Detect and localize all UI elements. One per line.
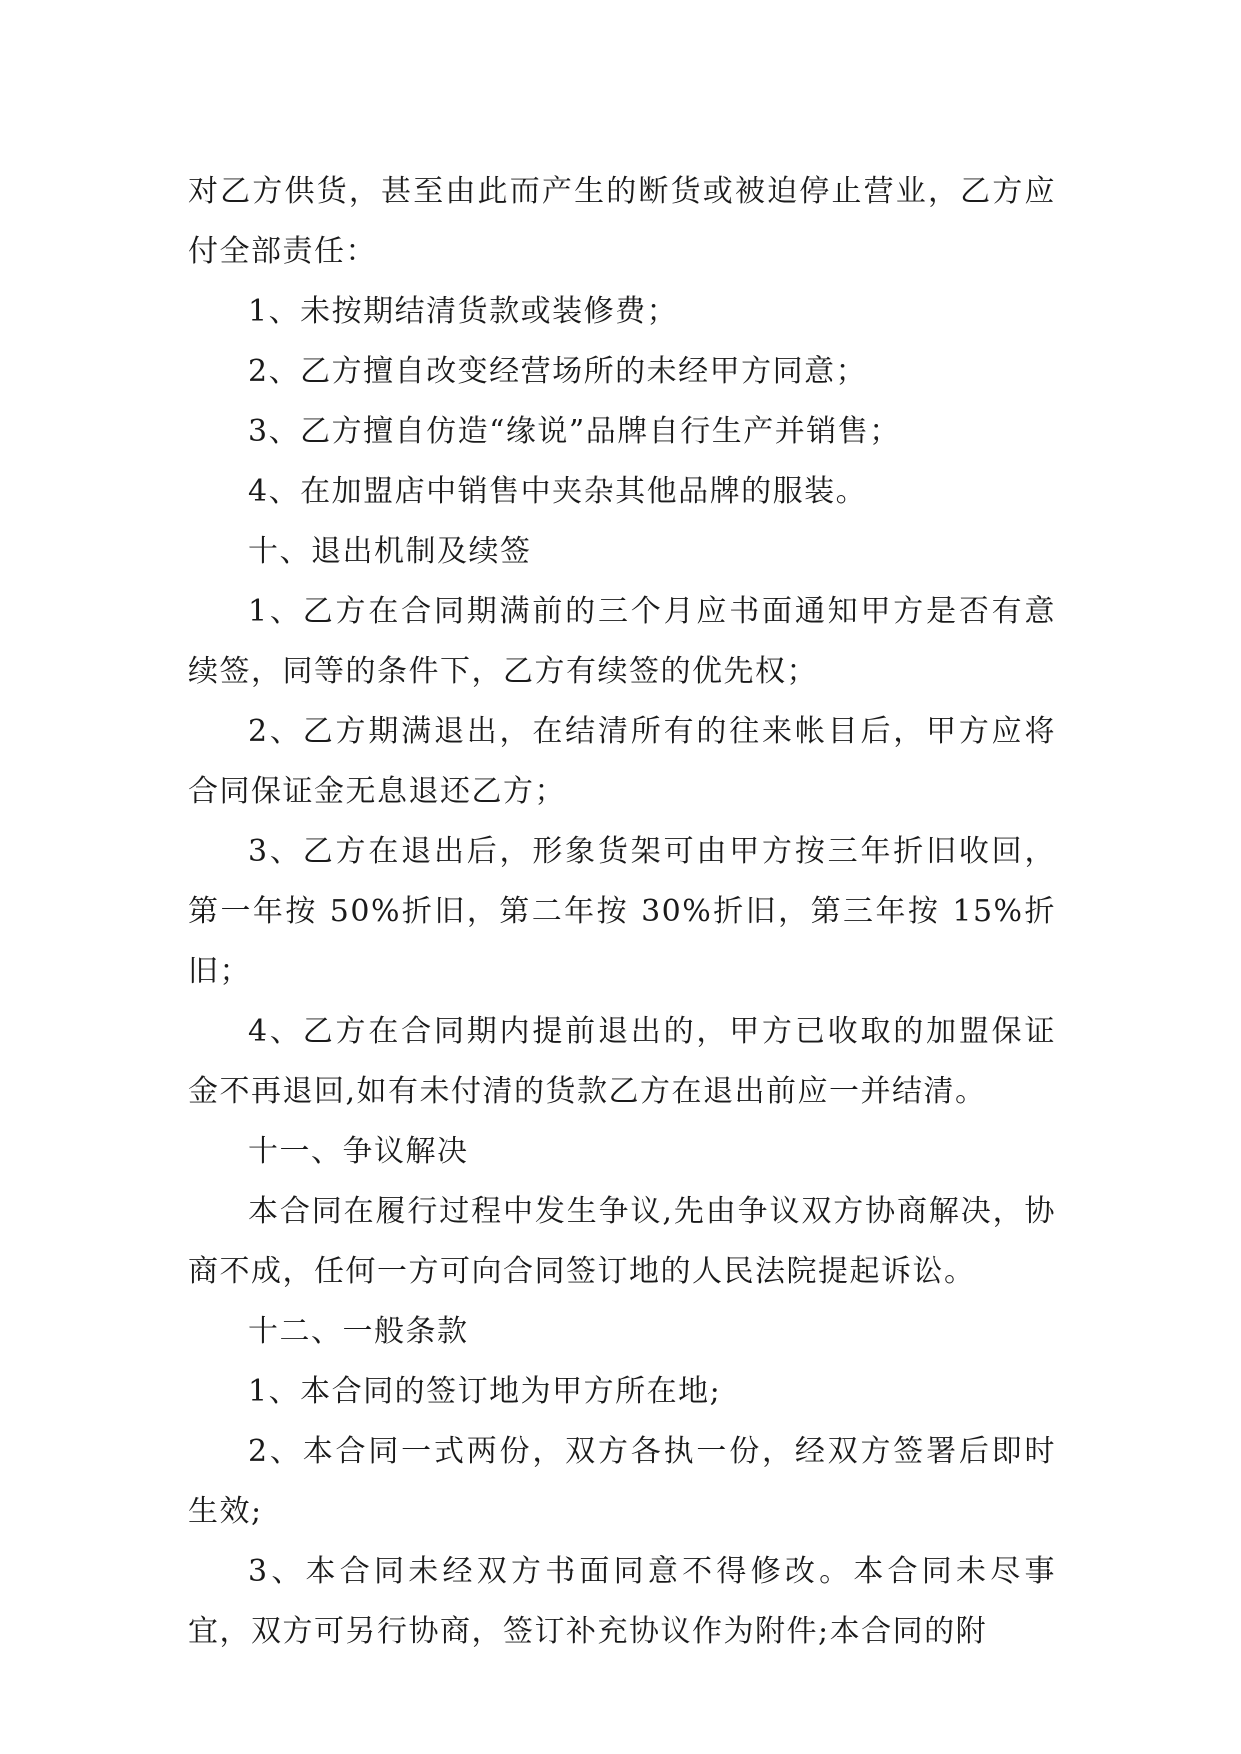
list-item: 4、在加盟店中销售中夹杂其他品牌的服装。: [248, 474, 868, 509]
section-heading-dispute: 十一、争议解决: [248, 1134, 469, 1169]
list-item: 4、乙方在合同期内提前退出的，甲方已收取的加盟保证金不再退回,如有未付清的货款乙方在退出前应一并结清。: [188, 1014, 1056, 1109]
list-item: 3、本合同未经双方书面同意不得修改。本合同未尽事宜，双方可另行协商，签订补充协议作为附件;本合同的附: [188, 1554, 1056, 1649]
list-item: 2、本合同一式两份，双方各执一份，经双方签署后即时生效;: [188, 1434, 1056, 1529]
list-item: 1、未按期结清货款或装修费；: [248, 294, 679, 329]
list-item: 2、乙方期满退出，在结清所有的往来帐目后，甲方应将合同保证金无息退还乙方；: [188, 714, 1056, 809]
list-item: 1、本合同的签订地为甲方所在地;: [248, 1374, 722, 1409]
section-heading-general: 十二、一般条款: [248, 1314, 469, 1349]
list-item: 1、乙方在合同期满前的三个月应书面通知甲方是否有意续签，同等的条件下，乙方有续签的优先权；: [188, 594, 1056, 689]
section-heading-exit: 十、退出机制及续签: [248, 534, 532, 569]
list-item: 3、乙方在退出后，形象货架可由甲方按三年折旧收回，第一年按 50%折旧，第二年按 30%折旧，第三年按 15%折旧；: [188, 834, 1056, 989]
paragraph-supply-liability: 对乙方供货，甚至由此而产生的断货或被迫停止营业，乙方应付全部责任：: [188, 174, 1056, 269]
paragraph-dispute: 本合同在履行过程中发生争议,先由争议双方协商解决，协商不成，任何一方可向合同签订地的人民法院提起诉讼。: [188, 1194, 1056, 1289]
document-body: [188, 162, 1056, 1662]
list-item: 2、乙方擅自改变经营场所的未经甲方同意；: [248, 354, 868, 389]
list-item: 3、乙方擅自仿造“缘说”品牌自行生产并销售；: [248, 414, 901, 449]
